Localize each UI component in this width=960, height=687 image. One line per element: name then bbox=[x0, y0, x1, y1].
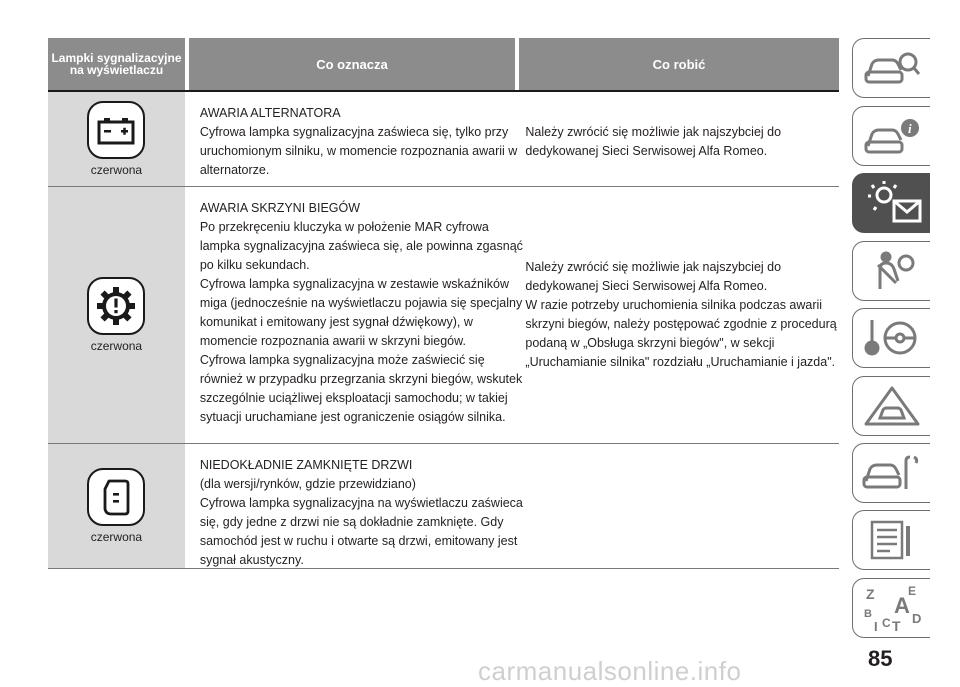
seatbelt-airbag-icon[interactable] bbox=[852, 241, 930, 301]
table-row bbox=[48, 444, 839, 569]
meaning-text: Cyfrowa lampka sygnalizacyjna na wyświetlaczu zaświeca się, gdy jedne z drzwi nie są dokładnie zamknięte. Gdy samochód jest w ruchu i otwarte są drzwi, emitowany jest sygnał akustyczny. bbox=[199, 496, 523, 567]
svg-text:Z: Z bbox=[865, 586, 875, 602]
svg-text:C: C bbox=[881, 616, 891, 630]
svg-text:E: E bbox=[907, 584, 916, 598]
battery-icon bbox=[87, 101, 145, 159]
watermark: carmanualsonline.info bbox=[478, 656, 742, 686]
svg-text:D: D bbox=[911, 611, 921, 626]
meaning-text: Po przekręceniu kluczyka w położenie MAR cyfrowa lampka sygnalizacyjna zaświeca się, ale powinna zgasnąć po kilku sekundach. bbox=[199, 220, 523, 272]
meaning-text: Cyfrowa lampka sygnalizacyjna może zaświecić się również w przypadku przegrzania skrzyni biegów, wskutek szczególnie uciążliwej eksploatacji samochodu; w takiej sytuacji uruchamiane jest ograniczenie osiągów silnika. bbox=[199, 353, 523, 424]
table-header bbox=[48, 38, 839, 92]
todo-cell bbox=[525, 444, 839, 568]
header-meaning: Co oznacza bbox=[189, 38, 515, 90]
meaning-cell bbox=[200, 444, 526, 568]
todo-text: Należy zwrócić się możliwie jak najszybciej do dedykowanej Sieci Serwisowej Alfa Romeo. bbox=[525, 125, 782, 158]
page-number: 85 bbox=[868, 646, 893, 671]
car-wrench-icon[interactable] bbox=[852, 443, 930, 503]
car-search-icon[interactable] bbox=[852, 38, 930, 98]
meaning-title: AWARIA ALTERNATORA bbox=[199, 106, 341, 120]
meaning-cell bbox=[200, 92, 526, 186]
meaning-text: Cyfrowa lampka sygnalizacyjna w zestawie wskaźników miga (jednocześnie na wyświetlaczu pojawia się specjalny komunikat i emitowany jest sygnał dźwiękowy), w momencie rozpoznania awarii w skrzyni biegów. bbox=[199, 277, 523, 348]
todo-cell bbox=[525, 187, 839, 443]
lamp-color: czerwona bbox=[90, 339, 143, 353]
meaning-title: NIEDOKŁADNIE ZAMKNIĘTE DRZWI bbox=[199, 458, 413, 472]
table-row bbox=[48, 187, 839, 444]
lamp-cell bbox=[48, 92, 185, 186]
todo-text: W razie potrzeby uruchomienia silnika podczas awarii skrzyni biegów, należy postępować zgodnie z procedurą podaną w „Obsługa skrzyni biegów", w sekcji „Uruchamianie silnika" rozdziału „Uruchamianie i jazda". bbox=[525, 298, 837, 369]
todo-text: Należy zwrócić się możliwie jak najszybciej do dedykowanej Sieci Serwisowej Alfa Romeo. bbox=[525, 260, 782, 293]
specifications-list-icon[interactable] bbox=[852, 510, 930, 570]
door-open-icon bbox=[87, 468, 145, 526]
lamp-cell bbox=[48, 187, 185, 443]
lamp-cell bbox=[48, 444, 185, 568]
table-row bbox=[48, 92, 839, 187]
alphabetical-index-icon[interactable] bbox=[852, 578, 930, 638]
car-info-icon[interactable] bbox=[852, 106, 930, 166]
meaning-text: Cyfrowa lampka sygnalizacyjna zaświeca się, tylko przy uruchomionym silniku, w momencie rozpoznania awarii w alternatorze. bbox=[199, 125, 518, 177]
meaning-text: (dla wersji/rynków, gdzie przewidziano) bbox=[199, 477, 416, 491]
svg-text:T: T bbox=[891, 618, 901, 633]
lamp-color: czerwona bbox=[90, 163, 143, 177]
header-lamp: Lampki sygnalizacyjne na wyświetlaczu bbox=[48, 38, 185, 90]
gear-warning-icon bbox=[87, 277, 145, 335]
lamp-color: czerwona bbox=[90, 530, 143, 544]
header-todo: Co robić bbox=[519, 38, 839, 90]
key-steering-wheel-icon[interactable] bbox=[852, 308, 930, 368]
todo-cell bbox=[525, 92, 839, 186]
meaning-title: AWARIA SKRZYNI BIEGÓW bbox=[199, 201, 361, 215]
meaning-cell bbox=[200, 187, 526, 443]
svg-text:I: I bbox=[873, 619, 878, 633]
svg-text:i: i bbox=[907, 121, 912, 136]
car-hazard-icon[interactable] bbox=[852, 376, 930, 436]
warning-lights-table bbox=[48, 38, 839, 569]
svg-text:A: A bbox=[893, 593, 910, 618]
warning-light-message-icon[interactable] bbox=[852, 173, 930, 233]
svg-text:B: B bbox=[863, 608, 872, 620]
